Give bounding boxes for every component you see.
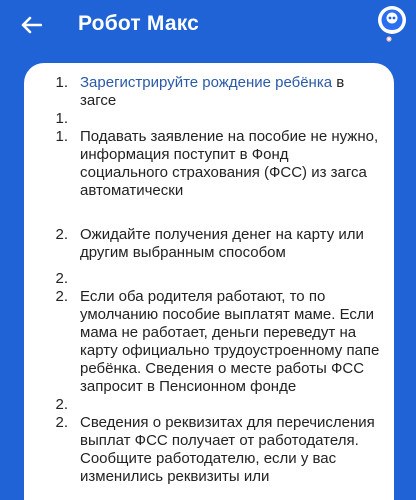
list-item: 1. [55,110,68,127]
arrow-left-icon [20,16,42,34]
robot-avatar-icon [376,4,408,50]
list-item: 1. Подавать заявление на пособие не нужно, информация поступит в Фонд социального страхования (ФСС) из загса автоматически [55,128,379,199]
app-header [0,0,416,56]
back-button[interactable] [14,10,48,40]
instruction-list [24,74,394,486]
register-birth-link[interactable]: Зарегистрируйте рождение ребёнка [80,74,333,91]
message-card [24,63,394,500]
list-item: 2. Если оба родителя работают, то по умолчанию пособие выплатят маме. Если мама не работает, деньги переведут на карту официально трудоустроенному папе ребёнка. Сведения о месте работы ФСС запросит в Пенсионном фонде [55,288,380,395]
list-item: 2. Ожидайте получения денег на карту или другим выбранным способом [55,226,364,261]
page-title: Робот Макс [78,12,200,35]
list-item: 2. Сведения о реквизитах для перечисления выплат ФСС получает от работодателя. Сообщите работодателю, если у вас изменились реквизиты или [55,414,375,485]
list-item: 2. [55,270,68,287]
list-item: 1. Зарегистрируйте рождение ребёнка в загсе [55,74,345,109]
robot-avatar[interactable] [376,4,408,50]
list-item: 2. [55,396,68,413]
